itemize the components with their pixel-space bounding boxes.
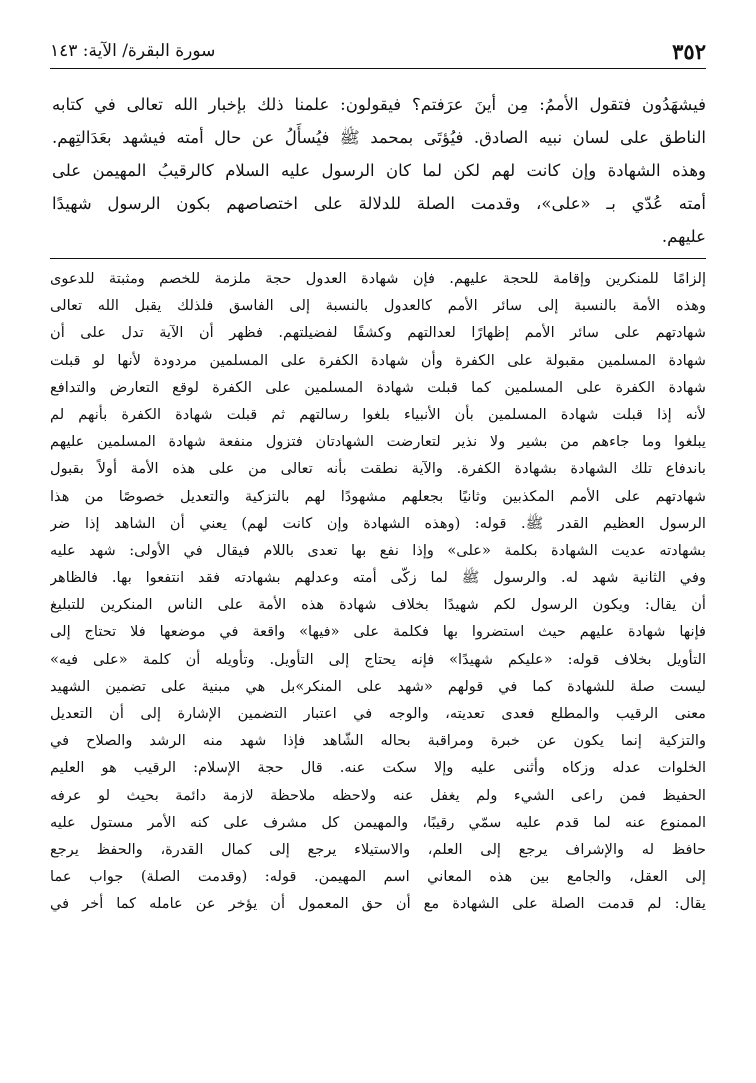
- commentary-line: الرسول العظيم القدر ﷺ. قوله: (وهذه الشهادة وإن كانت لهم) يعني أن الشاهد إذا ضر: [50, 514, 706, 532]
- main-text: [52, 88, 706, 253]
- commentary-line: لأنه إذا قبلت شهادة المسلمين بأن الأنبياء بلغوا رسالتهم ثم قبلت شهادة الكفرة بأنهم لم: [50, 405, 706, 423]
- commentary-line: التأويل بخلاف قوله: «عليكم شهيدًا» فإنه يحتاج إلى التأويل. وتأويله أن كلمة «على فيه»: [50, 650, 706, 668]
- page-header: [50, 34, 706, 69]
- running-title: سورة البقرة/ الآية: ١٤٣: [50, 41, 216, 61]
- commentary-line: وفي الثانية شهد له. والرسول ﷺ لما زكّى أمته وعدلهم بشهادته فقد انتفعوا بها. فالظاهر: [50, 569, 706, 587]
- commentary-line: شهادتهم على سائر الأمم إظهارًا لعدالتهم وكشفًا لفضيلتهم. فظهر أن الآية تدل على أن: [50, 324, 706, 342]
- main-text-line: فيشهَدُون فتقول الأممُ: مِن أينَ عرَفتم؟ فيقولون: علمنا ذلك بإخبار الله تعالى في كتابه: [52, 95, 706, 114]
- commentary-line: الممنوع عنه لما قدم عليه سمّي رقيبًا، والمهيمن كل مشرف على كنه الأمر مستول عليه: [50, 813, 706, 831]
- commentary-line: إلى العقل، والجامع بين هذه المعاني اسم المهيمن. قوله: (وقدمت الصلة) جواب عما: [50, 868, 706, 886]
- commentary-text: [50, 265, 706, 918]
- commentary-line: بشهادته عديت الشهادة بكلمة «على» وإذا نفع بها تعدى باللام فيقال في الأولى: شهد عليه: [50, 541, 706, 559]
- page-number: ٣٥٢: [672, 38, 706, 64]
- commentary-line: حافظ له والإشراف يرجع إلى العلم، والاستيلاء يرجع إلى كمال القدرة، والحفظ يرجع: [50, 840, 706, 858]
- commentary-line: يقال: لم قدمت الصلة على الشهادة مع أن حق المعمول أن يؤخر عن عامله كما أخر في: [50, 895, 706, 913]
- commentary-line: أن يقال: ويكون الرسول لكم شهيدًا بخلاف شهادة هذه الأمة على الناس المنكرين للتبليغ: [50, 596, 706, 614]
- commentary-line: الحفيظ فمن راعى الشيء ولم يغفل عنه ولاحظه ملاحظة لازمة دائمة بحيث لو عرفه: [50, 786, 706, 804]
- commentary-line: والتزكية إنما يكون عن خبرة ومراقبة بحاله الشّاهد فإذا شهد منه الرشد والصلاح في: [50, 732, 706, 750]
- commentary-line: شهادتهم على الأمم المكذبين وثانيًا بجعلهم مشهودًا لهم بالتزكية والتعديل خصوصًا من هذا: [50, 487, 706, 505]
- main-text-line: الناطق على لسان نبيه الصادق. فيُؤتَى بمحمد ﷺ فيُسأَلُ عن حال أمته فيشهد بعَدَالتِهم.: [52, 128, 706, 147]
- main-text-line: وهذه الشهادة وإن كانت لهم لكن لما كان الرسول عليه السلام كالرقيبُ المهيمن على: [52, 161, 706, 180]
- commentary-line: باندفاع تلك الشهادة بشهادة الكفرة. والآية نطقت بأنه تعالى من على هذه الأمة أولاً بقبول: [50, 460, 706, 478]
- commentary-line: ليست صلة للشهادة كما في قولهم «شهد على المنكر»بل هي مبنية على تضمين الشهيد: [50, 677, 706, 695]
- commentary-line: إلزامًا للمنكرين وإقامة للحجة عليهم. فإن شهادة العدول حجة ملزمة للخصم ومثبتة للدعوى: [50, 270, 706, 287]
- commentary-line: شهادة المسلمين مقبولة على الكفرة وأن شهادة الكفرة على المسلمين مردودة لأنها لو قبلت: [50, 351, 706, 369]
- main-text-line: عليهم.: [661, 227, 706, 246]
- commentary-line: وهذه الأمة بالنسبة إلى سائر الأمم كالعدول بالنسبة إلى الفاسق فلذلك يقبل الله تعالى: [50, 297, 706, 315]
- commentary-line: معنى الرقيب والمطلع فعدى تعديته، والوجه في اعتبار التضمين الإشارة إلى أن التعديل: [50, 705, 706, 722]
- main-text-line: أمته عُدّي بـ «على»، وقدمت الصلة للدلالة على اختصاصهم بكون الرسول شهيدًا: [52, 194, 706, 213]
- commentary-line: يبلغوا وما جاءهم من بشير ولا نذير لتعارضت الشهادتان فتزول منفعة شهادة المسلمين عليهم: [50, 433, 706, 451]
- commentary-line: الخلوات عدله وزكاه وأثنى عليه وإلا سكت عنه. قال حجة الإسلام: الرقيب هو العليم: [50, 759, 706, 777]
- commentary-line: فإنها شهادة عليهم حيث استضروا بها فكلمة على «فيها» واقعة في موضعها فلا تحتاج إلى: [50, 623, 706, 641]
- commentary-line: شهادة الكفرة على المسلمين كما قبلت شهادة المسلمين على الكفرة لوقع التعارض والتدافع: [50, 378, 706, 396]
- footnote-separator: [50, 258, 706, 259]
